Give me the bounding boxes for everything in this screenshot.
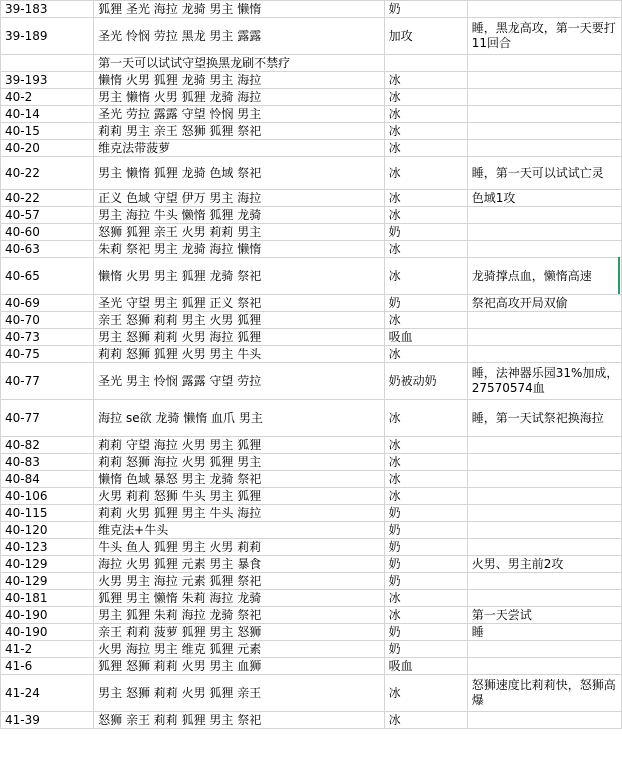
table-row (1, 454, 622, 471)
table-row (1, 55, 622, 72)
cell-team[interactable]: 火男 莉莉 怒狮 牛头 男主 狐狸 (94, 488, 384, 505)
cell-note[interactable]: 睡，黑龙高攻，第一天要打11回合 (467, 18, 621, 55)
cell-id[interactable]: 40-60 (1, 224, 94, 241)
cell-note[interactable] (467, 123, 621, 140)
cell-team[interactable]: 圣光 劳拉 露露 守望 怜悯 男主 (94, 106, 384, 123)
table-row (1, 437, 622, 454)
table-row (1, 295, 622, 312)
table-row (1, 312, 622, 329)
cell-id[interactable]: 40-181 (1, 590, 94, 607)
cell-type[interactable]: 奶 (384, 522, 467, 539)
cell-note[interactable]: 睡，第一天可以试试亡灵 (467, 157, 621, 190)
cell-type[interactable]: 冰 (384, 712, 467, 729)
cell-type[interactable]: 冰 (384, 437, 467, 454)
cell-team[interactable]: 男主 海拉 牛头 懒惰 狐狸 龙骑 (94, 207, 384, 224)
table-row (1, 241, 622, 258)
cell-team[interactable]: 男主 狐狸 朱莉 海拉 龙骑 祭祀 (94, 607, 384, 624)
table-row (1, 1, 622, 18)
cell-type[interactable]: 吸血 (384, 658, 467, 675)
cell-team[interactable]: 男主 怒狮 莉莉 火男 海拉 狐狸 (94, 329, 384, 346)
cell-note[interactable] (467, 346, 621, 363)
table-row (1, 505, 622, 522)
cell-id[interactable]: 39-193 (1, 72, 94, 89)
cell-team[interactable]: 男主 懒惰 狐狸 龙骑 色域 祭祀 (94, 157, 384, 190)
cell-id[interactable]: 40-15 (1, 123, 94, 140)
cell-team[interactable]: 圣光 男主 怜悯 露露 守望 劳拉 (94, 363, 384, 400)
cell-id[interactable]: 40-115 (1, 505, 94, 522)
cell-team[interactable]: 懒惰 火男 狐狸 龙骑 男主 海拉 (94, 72, 384, 89)
cell-id[interactable]: 40-84 (1, 471, 94, 488)
cell-team[interactable]: 狐狸 男主 懒惰 朱莉 海拉 龙骑 (94, 590, 384, 607)
table-row (1, 346, 622, 363)
cell-type[interactable]: 冰 (384, 157, 467, 190)
cell-id[interactable]: 40-190 (1, 624, 94, 641)
cell-id[interactable]: 41-6 (1, 658, 94, 675)
cell-type[interactable]: 奶 (384, 224, 467, 241)
cell-team[interactable]: 第一天可以试试守望换黑龙刷不禁疗 (94, 55, 384, 72)
cell-note[interactable] (467, 539, 621, 556)
table-row (1, 488, 622, 505)
cell-id[interactable]: 40-123 (1, 539, 94, 556)
cell-id[interactable]: 39-183 (1, 1, 94, 18)
cell-id[interactable]: 40-77 (1, 400, 94, 437)
cell-type[interactable]: 吸血 (384, 329, 467, 346)
cell-id[interactable]: 40-190 (1, 607, 94, 624)
table-row (1, 624, 622, 641)
cell-team[interactable]: 男主 怒狮 莉莉 火男 狐狸 亲王 (94, 675, 384, 712)
cell-team[interactable]: 海拉 火男 狐狸 元素 男主 暴食 (94, 556, 384, 573)
cell-note[interactable] (467, 658, 621, 675)
cell-id[interactable]: 41-24 (1, 675, 94, 712)
cell-id[interactable]: 40-83 (1, 454, 94, 471)
cell-id[interactable]: 40-82 (1, 437, 94, 454)
selection-marker (618, 257, 620, 294)
cell-note[interactable]: 龙骑撑点血，懒惰高速 (467, 258, 621, 295)
cell-type[interactable]: 冰 (384, 140, 467, 157)
cell-note[interactable] (467, 488, 621, 505)
cell-note[interactable]: 睡，法神器乐园31%加成，27570574血 (467, 363, 621, 400)
cell-id[interactable]: 40-22 (1, 157, 94, 190)
cell-team[interactable]: 朱莉 祭祀 男主 龙骑 海拉 懒惰 (94, 241, 384, 258)
cell-type[interactable]: 冰 (384, 488, 467, 505)
cell-team[interactable]: 莉莉 怒狮 狐狸 火男 男主 牛头 (94, 346, 384, 363)
cell-type[interactable]: 冰 (384, 454, 467, 471)
cell-team[interactable]: 怒狮 狐狸 亲王 火男 莉莉 男主 (94, 224, 384, 241)
cell-type[interactable]: 奶 (384, 556, 467, 573)
cell-team[interactable]: 海拉 se欲 龙骑 懒惰 血爪 男主 (94, 400, 384, 437)
table-row (1, 556, 622, 573)
cell-type[interactable]: 奶 (384, 624, 467, 641)
cell-note[interactable]: 第一天尝试 (467, 607, 621, 624)
table-row (1, 106, 622, 123)
cell-note[interactable] (467, 573, 621, 590)
table-row (1, 89, 622, 106)
cell-note[interactable] (467, 641, 621, 658)
cell-team[interactable]: 牛头 鱼人 狐狸 男主 火男 莉莉 (94, 539, 384, 556)
cell-note[interactable] (467, 471, 621, 488)
cell-type[interactable] (384, 55, 467, 72)
cell-type[interactable]: 冰 (384, 607, 467, 624)
cell-id[interactable]: 40-75 (1, 346, 94, 363)
cell-type[interactable]: 奶 (384, 1, 467, 18)
cell-id[interactable]: 40-2 (1, 89, 94, 106)
cell-id[interactable]: 40-70 (1, 312, 94, 329)
table-row (1, 190, 622, 207)
cell-type[interactable]: 冰 (384, 89, 467, 106)
cell-id[interactable]: 40-63 (1, 241, 94, 258)
cell-team[interactable]: 正义 色域 守望 伊万 男主 海拉 (94, 190, 384, 207)
cell-note[interactable]: 火男、男主前2攻 (467, 556, 621, 573)
cell-id[interactable]: 40-106 (1, 488, 94, 505)
cell-team[interactable]: 男主 懒惰 火男 狐狸 龙骑 海拉 (94, 89, 384, 106)
cell-team[interactable]: 莉莉 怒狮 海拉 火男 狐狸 男主 (94, 454, 384, 471)
cell-team[interactable]: 亲王 莉莉 菠萝 狐狸 男主 怒狮 (94, 624, 384, 641)
table-row (1, 471, 622, 488)
table-row (1, 675, 622, 712)
cell-note[interactable] (467, 712, 621, 729)
cell-team[interactable]: 莉莉 守望 海拉 火男 男主 狐狸 (94, 437, 384, 454)
cell-note[interactable] (467, 329, 621, 346)
cell-note[interactable] (467, 454, 621, 471)
table-row (1, 607, 622, 624)
cell-team[interactable]: 狐狸 怒狮 莉莉 火男 男主 血狮 (94, 658, 384, 675)
cell-team[interactable]: 狐狸 圣光 海拉 龙骑 男主 懒惰 (94, 1, 384, 18)
cell-id[interactable]: 40-73 (1, 329, 94, 346)
table-row (1, 157, 622, 190)
cell-id[interactable]: 41-2 (1, 641, 94, 658)
table-row (1, 207, 622, 224)
cell-team[interactable]: 火男 海拉 男主 维克 狐狸 元素 (94, 641, 384, 658)
cell-type[interactable]: 冰 (384, 72, 467, 89)
cell-note[interactable]: 睡，第一天试祭祀换海拉 (467, 400, 621, 437)
table-row (1, 590, 622, 607)
table-row (1, 329, 622, 346)
table-row (1, 658, 622, 675)
cell-team[interactable]: 维克法带菠萝 (94, 140, 384, 157)
cell-note[interactable]: 睡 (467, 624, 621, 641)
cell-type[interactable]: 奶 (384, 539, 467, 556)
cell-type[interactable]: 冰 (384, 471, 467, 488)
cell-type[interactable]: 冰 (384, 590, 467, 607)
cell-id[interactable] (1, 55, 94, 72)
cell-id[interactable]: 40-14 (1, 106, 94, 123)
cell-note[interactable] (467, 224, 621, 241)
table-row (1, 18, 622, 55)
cell-type[interactable]: 奶 (384, 573, 467, 590)
cell-note[interactable] (467, 590, 621, 607)
cell-type[interactable]: 冰 (384, 312, 467, 329)
table-body (1, 1, 622, 729)
cell-type[interactable]: 冰 (384, 400, 467, 437)
table-row (1, 712, 622, 729)
cell-type[interactable]: 加攻 (384, 18, 467, 55)
cell-id[interactable]: 40-65 (1, 258, 94, 295)
cell-id[interactable]: 40-129 (1, 556, 94, 573)
cell-note[interactable] (467, 522, 621, 539)
cell-note[interactable] (467, 55, 621, 72)
cell-note[interactable]: 色域1攻 (467, 190, 621, 207)
cell-team[interactable]: 怒狮 亲王 莉莉 狐狸 男主 祭祀 (94, 712, 384, 729)
cell-team[interactable]: 懒惰 色域 暴怒 男主 龙骑 祭祀 (94, 471, 384, 488)
table-row (1, 522, 622, 539)
cell-type[interactable]: 奶 (384, 641, 467, 658)
table-row (1, 72, 622, 89)
cell-type[interactable]: 冰 (384, 258, 467, 295)
cell-note[interactable] (467, 207, 621, 224)
cell-id[interactable]: 40-20 (1, 140, 94, 157)
cell-note[interactable]: 祭祀高攻开局双偷 (467, 295, 621, 312)
table-row (1, 641, 622, 658)
table-row (1, 258, 622, 295)
cell-team[interactable]: 维克法+牛头 (94, 522, 384, 539)
cell-note[interactable] (467, 89, 621, 106)
table-row (1, 224, 622, 241)
cell-note[interactable] (467, 1, 621, 18)
table-row (1, 573, 622, 590)
cell-id[interactable]: 39-189 (1, 18, 94, 55)
cell-team[interactable]: 莉莉 男主 亲王 怒狮 狐狸 祭祀 (94, 123, 384, 140)
cell-note[interactable] (467, 312, 621, 329)
cell-note[interactable]: 怒狮速度比莉莉快，怒狮高爆 (467, 675, 621, 712)
cell-note[interactable] (467, 437, 621, 454)
cell-note[interactable] (467, 72, 621, 89)
cell-type[interactable]: 冰 (384, 190, 467, 207)
cell-team[interactable]: 圣光 怜悯 劳拉 黑龙 男主 露露 (94, 18, 384, 55)
cell-id[interactable]: 41-39 (1, 712, 94, 729)
cell-type[interactable]: 奶 (384, 295, 467, 312)
cell-type[interactable]: 冰 (384, 106, 467, 123)
cell-type[interactable]: 冰 (384, 675, 467, 712)
table-row (1, 539, 622, 556)
cell-type[interactable]: 奶被动奶 (384, 363, 467, 400)
cell-id[interactable]: 40-129 (1, 573, 94, 590)
cell-type[interactable]: 冰 (384, 346, 467, 363)
cell-team[interactable]: 圣光 守望 男主 狐狸 正义 祭祀 (94, 295, 384, 312)
cell-id[interactable]: 40-77 (1, 363, 94, 400)
cell-id[interactable]: 40-57 (1, 207, 94, 224)
cell-note[interactable] (467, 241, 621, 258)
table-row (1, 123, 622, 140)
cell-note[interactable] (467, 140, 621, 157)
cell-id[interactable]: 40-22 (1, 190, 94, 207)
cell-type[interactable]: 奶 (384, 505, 467, 522)
table-row (1, 363, 622, 400)
cell-type[interactable]: 冰 (384, 123, 467, 140)
cell-type[interactable]: 冰 (384, 207, 467, 224)
cell-note[interactable] (467, 505, 621, 522)
cell-id[interactable]: 40-120 (1, 522, 94, 539)
cell-team[interactable]: 懒惰 火男 男主 狐狸 龙骑 祭祀 (94, 258, 384, 295)
cell-type[interactable]: 冰 (384, 241, 467, 258)
cell-id[interactable]: 40-69 (1, 295, 94, 312)
cell-team[interactable]: 火男 男主 海拉 元素 狐狸 祭祀 (94, 573, 384, 590)
cell-note[interactable] (467, 106, 621, 123)
table-row (1, 400, 622, 437)
cell-team[interactable]: 亲王 怒狮 莉莉 男主 火男 狐狸 (94, 312, 384, 329)
cell-team[interactable]: 莉莉 火男 狐狸 男主 牛头 海拉 (94, 505, 384, 522)
table-row (1, 140, 622, 157)
